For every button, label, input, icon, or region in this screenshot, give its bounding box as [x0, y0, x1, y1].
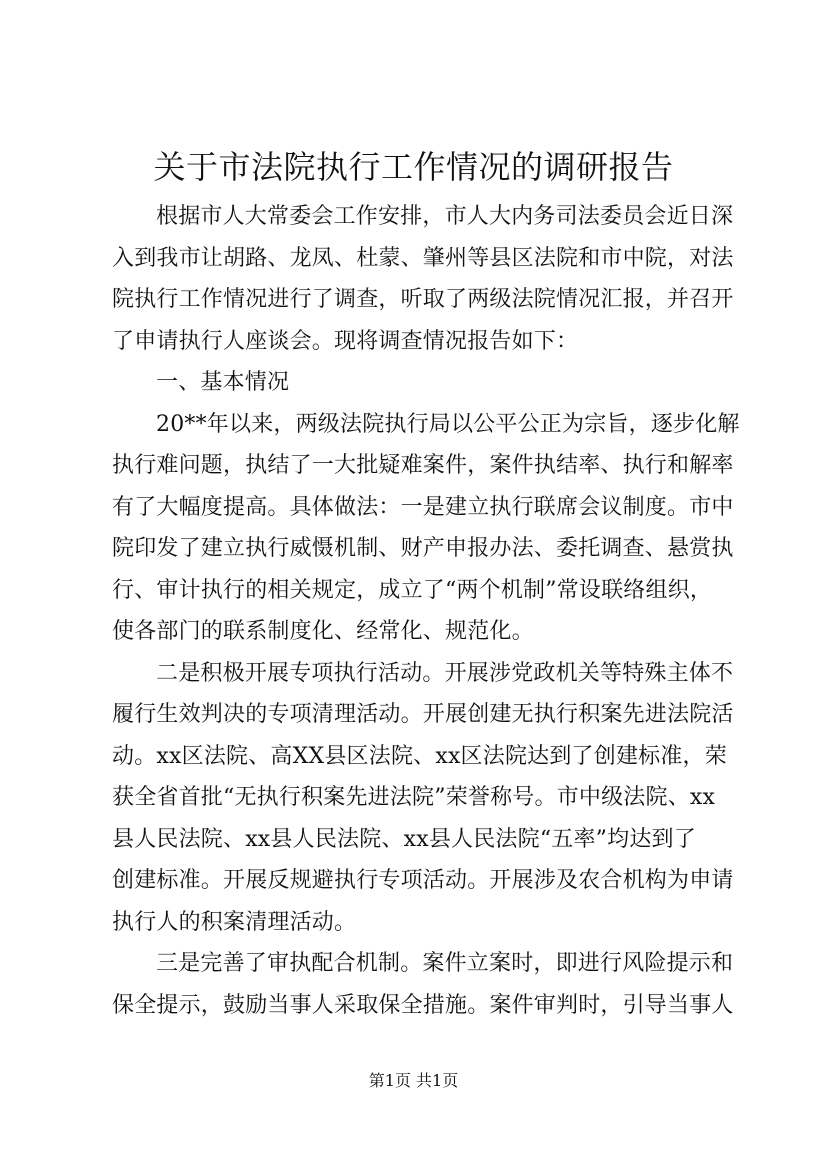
paragraph-line: 根据市人大常委会工作安排，市人大内务司法委员会近日深 — [156, 204, 734, 229]
paragraph-line: 二是积极开展专项执行活动。开展涉党政机关等特殊主体不 — [156, 660, 734, 686]
paragraph-line: 保全提示，鼓励当事人采取保全措施。案件审判时，引导当事人 — [112, 992, 734, 1018]
section-heading: 一、基本情况 — [156, 370, 290, 395]
paragraph-line: 执行难问题，执结了一大批疑难案件，案件执结率、执行和解率 — [112, 453, 734, 478]
paragraph-line: 县人民法院、xx县人民法院、xx县人民法院“五率”均达到了 — [112, 826, 696, 852]
paragraph-line: 执行人的积案清理活动。 — [112, 909, 357, 935]
document-body — [112, 196, 740, 1026]
paragraph-line: 创建标准。开展反规避执行专项活动。开展涉及农合机构为申请 — [112, 868, 734, 893]
page-number-footer: 第1页 共1页 — [368, 1071, 459, 1090]
paragraph-line: 院印发了建立执行威慑机制、财产申报办法、委托调查、悬赏执 — [112, 536, 734, 561]
paragraph-line: 入到我市让胡路、龙凤、杜蒙、肇州等县区法院和市中院，对法 — [112, 245, 734, 271]
document-title: 关于市法院执行工作情况的调研报告 — [153, 148, 674, 186]
paragraph-line: 履行生效判决的专项清理活动。开展创建无执行积案先进法院活 — [112, 702, 734, 727]
paragraph-line: 了申请执行人座谈会。现将调查情况报告如下： — [112, 328, 579, 354]
paragraph-line: 20**年以来，两级法院执行局以公平公正为宗旨，逐步化解 — [156, 411, 740, 437]
paragraph-line: 动。xx区法院、高XX县区法院、xx区法院达到了创建标准，荣 — [112, 743, 727, 769]
paragraph-line: 三是完善了审执配合机制。案件立案时，即进行风险提示和 — [156, 951, 734, 976]
paragraph-line: 使各部门的联系制度化、经常化、规范化。 — [112, 619, 534, 644]
paragraph-line: 获全省首批“无执行积案先进法院”荣誉称号。市中级法院、xx — [112, 785, 716, 810]
paragraph-line: 院执行工作情况进行了调查，听取了两级法院情况汇报，并召开 — [112, 287, 734, 312]
paragraph-line: 有了大幅度提高。具体做法：一是建立执行联席会议制度。市中 — [112, 494, 734, 520]
paragraph-line: 行、审计执行的相关规定，成立了“两个机制”常设联络组织， — [112, 577, 713, 603]
